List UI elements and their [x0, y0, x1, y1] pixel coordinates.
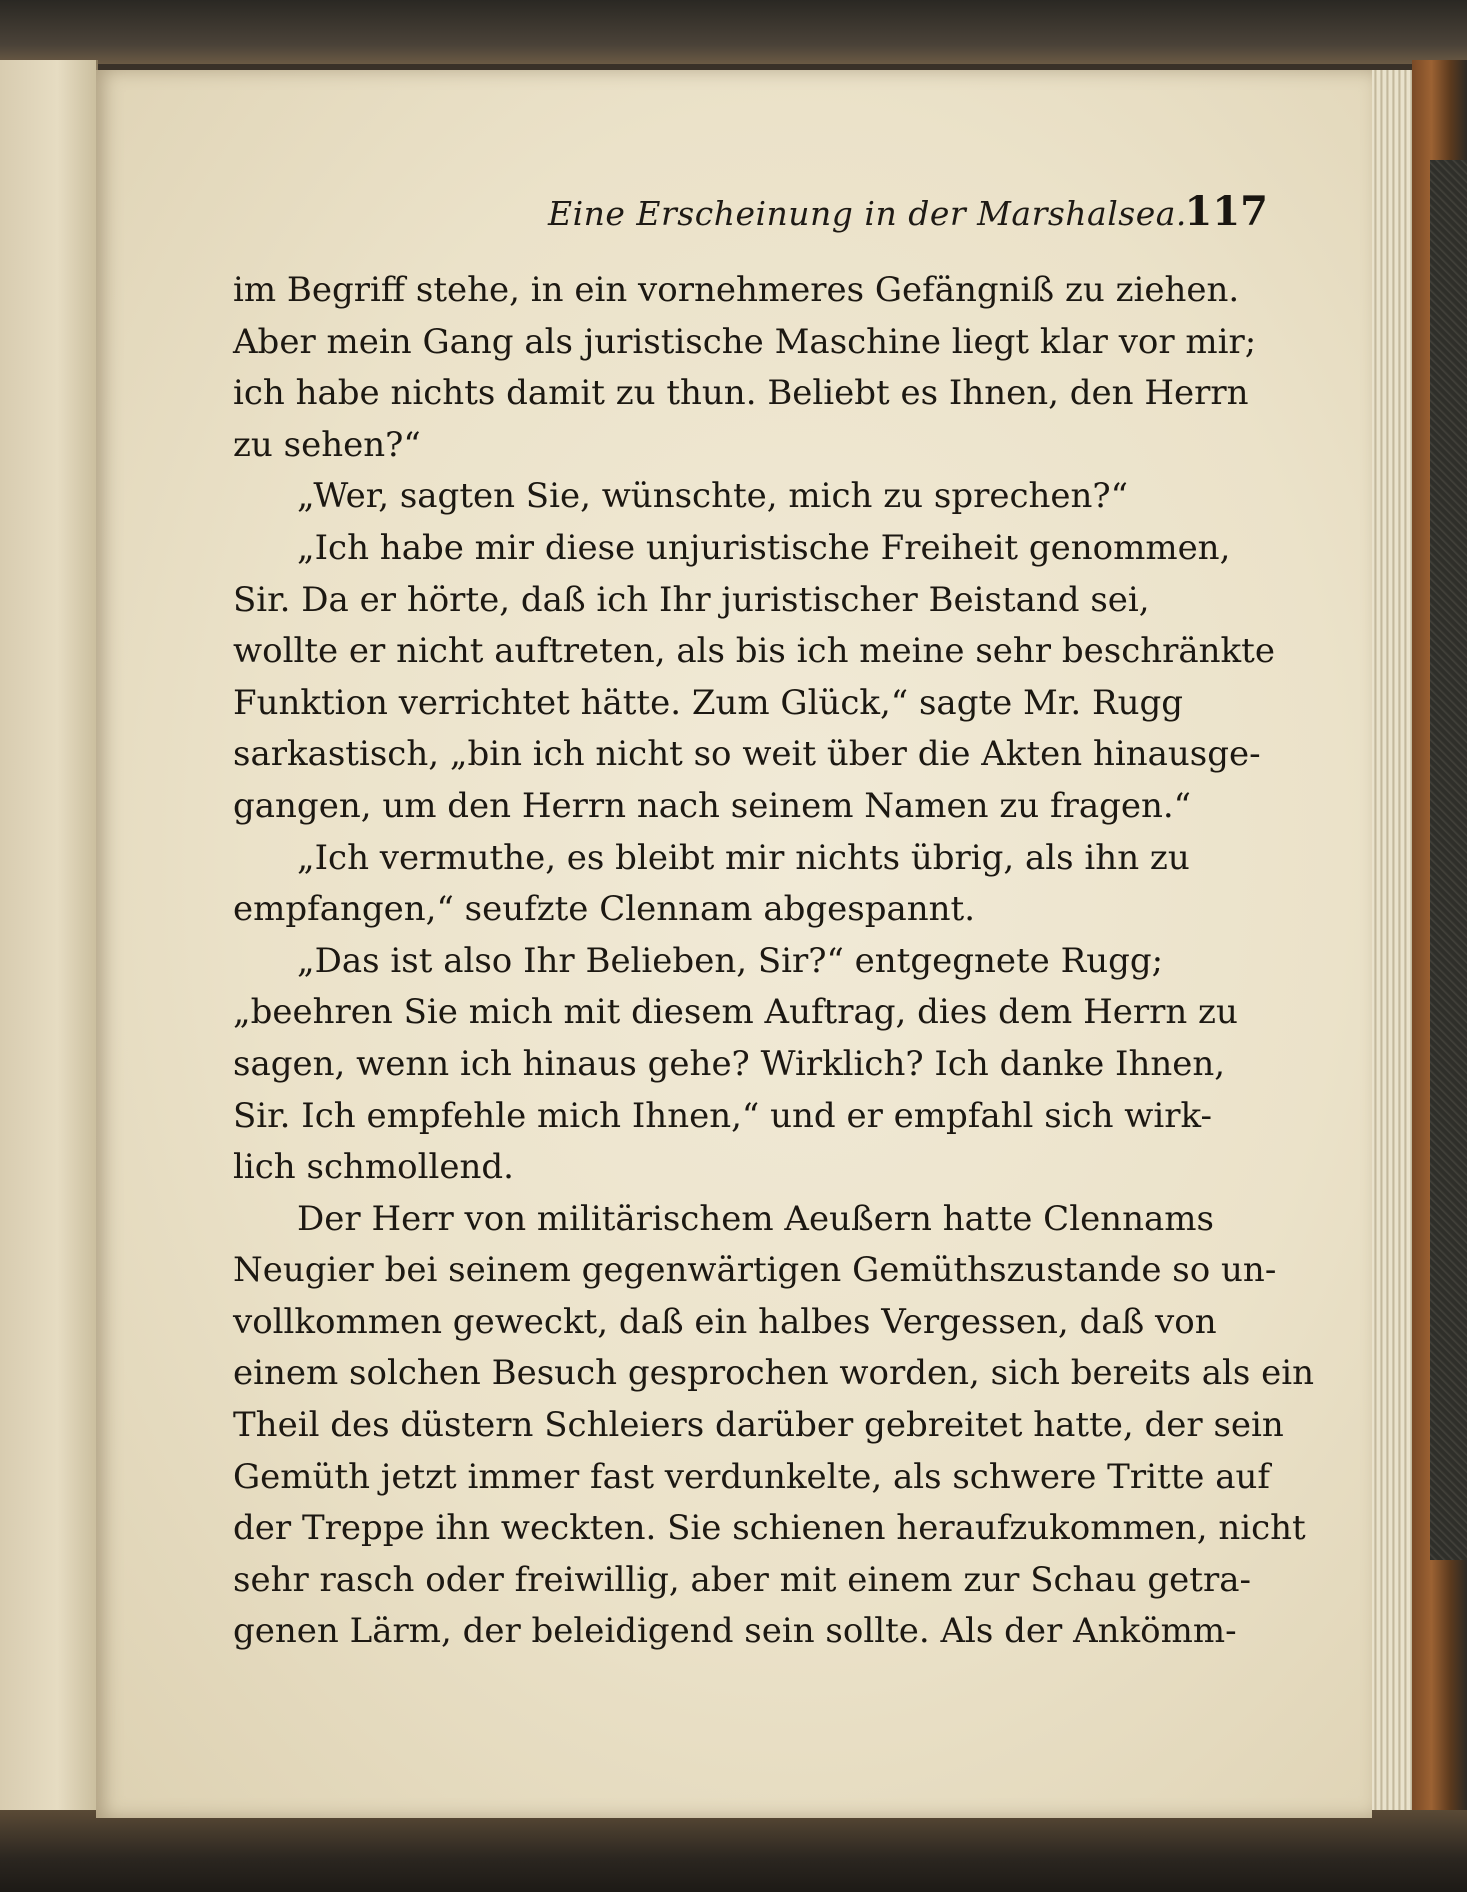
- text-line: empfangen,“ seufzte Clennam abgespannt.: [233, 889, 976, 930]
- text-line: zu sehen?“: [233, 424, 421, 465]
- text-line: „Ich vermuthe, es bleibt mir nichts übrig, als ihn zu: [297, 837, 1190, 878]
- binding-bottom-edge: [0, 1810, 1467, 1892]
- page-number: 117: [1184, 188, 1268, 235]
- text-line: Theil des düstern Schleiers darüber gebreitet hatte, der sein: [233, 1405, 1284, 1446]
- book-page: [96, 70, 1372, 1818]
- text-line: Funktion verrichtet hätte. Zum Glück,“ sagte Mr. Rugg: [233, 682, 1184, 723]
- text-line: Sir. Da er hörte, daß ich Ihr juristischer Beistand sei,: [233, 579, 1150, 620]
- text-line: „Das ist also Ihr Belieben, Sir?“ entgegnete Rugg;: [297, 940, 1164, 981]
- page-header: [448, 188, 1268, 248]
- text-line: vollkommen geweckt, daß ein halbes Vergessen, daß von: [233, 1301, 1217, 1342]
- text-line: „Wer, sagten Sie, wünschte, mich zu sprechen?“: [297, 476, 1129, 517]
- body-text: [233, 265, 1315, 1658]
- text-line: Sir. Ich empfehle mich Ihnen,“ und er empfahl sich wirk-: [233, 1095, 1213, 1136]
- text-line: einem solchen Besuch gesprochen worden, sich bereits als ein: [233, 1353, 1315, 1394]
- text-line: Aber mein Gang als juristische Maschine liegt klar vor mir;: [233, 321, 1257, 362]
- text-line: Neugier bei seinem gegenwärtigen Gemüthszustande so un-: [233, 1250, 1277, 1291]
- text-line: Der Herr von militärischem Aeußern hatte Clennams: [297, 1198, 1214, 1239]
- text-line: der Treppe ihn weckten. Sie schienen heraufzukommen, nicht: [233, 1508, 1306, 1549]
- cloth-cover-edge: [1430, 160, 1467, 1560]
- running-head: Eine Erscheinung in der Marshalsea.: [548, 194, 1187, 233]
- text-line: im Begriff stehe, in ein vornehmeres Gefängniß zu ziehen.: [233, 270, 1240, 310]
- text-line: wollte er nicht auftreten, als bis ich meine sehr beschränkte: [233, 631, 1275, 672]
- text-line: Gemüth jetzt immer fast verdunkelte, als schwere Tritte auf: [233, 1456, 1270, 1497]
- text-line: „Ich habe mir diese unjuristische Freiheit genommen,: [297, 527, 1231, 568]
- text-line: sarkastisch, „bin ich nicht so weit über die Akten hinausge-: [233, 734, 1261, 775]
- text-line: „beehren Sie mich mit diesem Auftrag, dies dem Herrn zu: [233, 992, 1238, 1033]
- text-line: sagen, wenn ich hinaus gehe? Wirklich? Ich danke Ihnen,: [233, 1043, 1226, 1084]
- previous-page-edge: [0, 60, 98, 1830]
- text-line: lich schmollend.: [233, 1147, 514, 1188]
- text-line: genen Lärm, der beleidigend sein sollte. Als der Ankömm-: [233, 1611, 1237, 1652]
- text-line: gangen, um den Herrn nach seinem Namen zu fragen.“: [233, 785, 1192, 826]
- page-stack-edges: [1370, 70, 1416, 1820]
- binding-top-edge: [0, 0, 1467, 64]
- text-line: ich habe nichts damit zu thun. Beliebt es Ihnen, den Herrn: [233, 373, 1249, 414]
- text-line: sehr rasch oder freiwillig, aber mit einem zur Schau getra-: [233, 1559, 1251, 1600]
